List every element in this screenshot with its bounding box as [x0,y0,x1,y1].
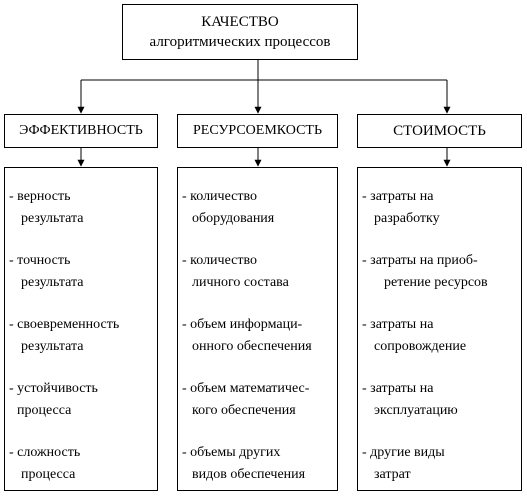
header-cost: СТОИМОСТЬ [357,114,522,148]
list-item: - затраты на эксплуатацию [362,381,458,418]
root-quality-box [122,4,358,60]
list-resource-intensity [177,167,338,491]
header-efficiency: ЭФФЕКТИВНОСТЬ [4,114,158,148]
list-efficiency [4,167,158,491]
list-item: - количество личного состава [182,253,289,290]
list-item: - сложность процесса [9,445,81,482]
list-item: - объем математичес- кого обеспечения [182,381,310,418]
list-item: - затраты на приоб- ретение ресурсов [362,253,488,290]
list-item: - объемы других видов обеспечения [182,445,306,482]
list-item: - своевременность результата [9,317,120,354]
list-item: - количество оборудования [182,189,275,226]
list-item: - верность результата [9,189,84,226]
list-item: - точность результата [9,253,84,290]
list-item: - устойчивость процесса [9,381,98,418]
list-item: - затраты на разработку [362,189,440,226]
list-cost [357,167,522,491]
header-resource-intensity: РЕСУРСОЕМКОСТЬ [177,114,338,148]
list-item: - другие виды затрат [362,445,445,482]
root-title: КАЧЕСТВО [201,14,279,30]
list-item: - объем информаци- онного обеспечения [182,317,312,354]
list-item: - затраты на сопровождение [362,317,467,354]
root-subtitle: алгоритмических процессов [149,34,331,50]
